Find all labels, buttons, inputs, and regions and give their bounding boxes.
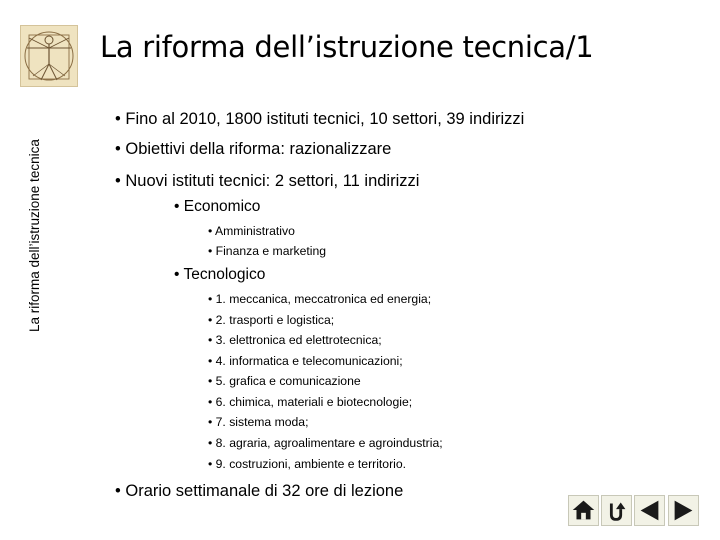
- list-item: • 5. grafica e comunicazione: [208, 374, 361, 388]
- list-item: • 2. trasporti e logistica;: [208, 313, 335, 327]
- slide-title: La riforma dell’istruzione tecnica/1: [100, 30, 594, 64]
- previous-button[interactable]: [634, 495, 665, 526]
- next-icon: [669, 496, 698, 525]
- list-item: • 6. chimica, materiali e biotecnologie;: [208, 395, 413, 409]
- list-item: • 9. costruzioni, ambiente e territorio.: [208, 457, 406, 471]
- list-item: • 3. elettronica ed elettrotecnica;: [208, 333, 382, 347]
- sector-economico: • Economico: [174, 198, 261, 215]
- next-button[interactable]: [668, 495, 699, 526]
- home-button[interactable]: [568, 495, 599, 526]
- bullet-orario: • Orario settimanale di 32 ore di lezione: [115, 482, 404, 500]
- list-item: • 1. meccanica, meccatronica ed energia;: [208, 292, 432, 306]
- list-item: • 7. sistema moda;: [208, 415, 309, 429]
- list-item: • Finanza e marketing: [208, 244, 327, 258]
- bullet-obiettivi: • Obiettivi della riforma: razionalizzare: [115, 140, 392, 158]
- side-section-label: La riforma dell’istruzione tecnica: [27, 139, 42, 332]
- return-button[interactable]: [601, 495, 632, 526]
- home-icon: [569, 496, 598, 525]
- bullet-istituti: • Fino al 2010, 1800 istituti tecnici, 10 settori, 39 indirizzi: [115, 110, 525, 128]
- bullet-nuovi-istituti: • Nuovi istituti tecnici: 2 settori, 11 indirizzi: [115, 172, 420, 190]
- previous-icon: [635, 496, 664, 525]
- sector-tecnologico: • Tecnologico: [174, 266, 266, 283]
- list-item: • 8. agraria, agroalimentare e agroindustria;: [208, 436, 443, 450]
- list-item: • Amministrativo: [208, 224, 295, 238]
- return-icon: [602, 496, 631, 525]
- vitruvian-man-logo: [20, 25, 78, 87]
- list-item: • 4. informatica e telecomunicazioni;: [208, 354, 403, 368]
